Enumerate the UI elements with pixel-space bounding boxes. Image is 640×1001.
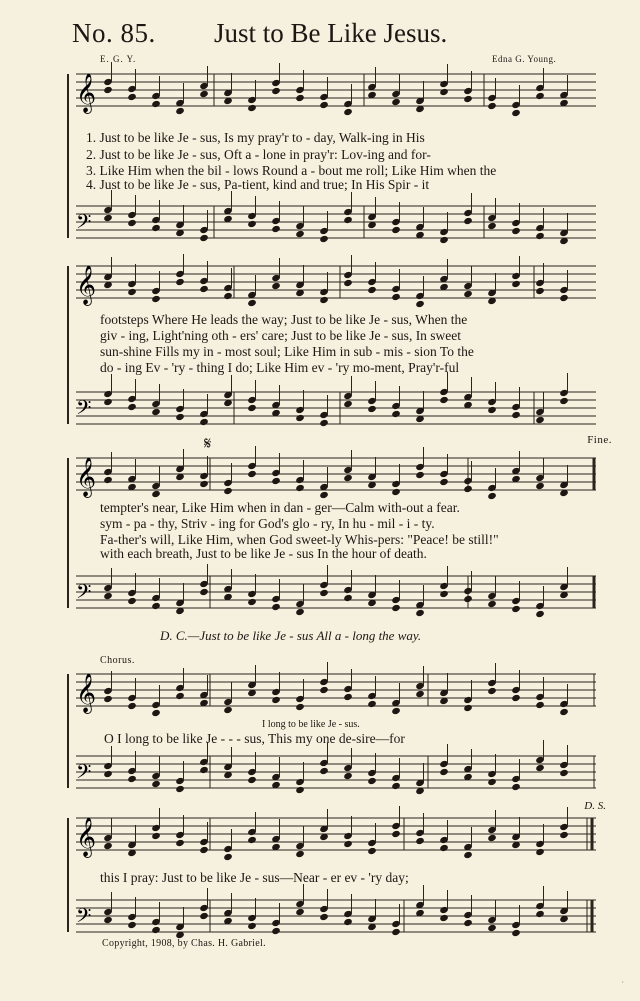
treble-clef-icon: 𝄞 — [76, 817, 97, 857]
note-head — [415, 609, 425, 617]
bass-clef-icon: 𝄢 — [76, 396, 92, 424]
note-head — [151, 224, 161, 232]
note-head — [199, 588, 209, 596]
note-head — [463, 919, 473, 927]
note-head — [271, 225, 281, 233]
note-head — [199, 766, 209, 774]
verse-line-1: tempter's near, Like Him when in dan - ger—Calm with-out a fear. — [100, 500, 460, 515]
note-head — [367, 700, 377, 708]
note-head — [319, 101, 329, 109]
note-head — [463, 485, 473, 493]
note-head — [295, 230, 305, 238]
note-head — [463, 95, 473, 103]
note-head — [367, 405, 377, 413]
note-head — [319, 296, 329, 304]
note-head — [199, 480, 209, 488]
note-head — [127, 921, 137, 929]
note-head — [511, 280, 521, 288]
note-head — [463, 851, 473, 859]
note-head — [343, 772, 353, 780]
note-head — [103, 592, 113, 600]
chorus-line-1: O I long to be like Je - - - sus, This my one de-sire—for — [104, 731, 405, 746]
note-head — [223, 706, 233, 714]
verse-line-3: 3. Like Him when the bil - lows Round a - bout me roll; Like Him when the — [86, 163, 497, 178]
note-head — [559, 831, 569, 839]
note-head — [511, 411, 521, 419]
note-head — [199, 90, 209, 98]
hymn-number: No. 85. — [72, 18, 156, 48]
note-head — [103, 476, 113, 484]
note-head — [415, 471, 425, 479]
note-head — [319, 686, 329, 694]
note-head — [439, 590, 449, 598]
chorus-sub-lyric: I long to be like Je - sus. — [262, 719, 360, 730]
note-head — [559, 397, 569, 405]
note-head — [415, 300, 425, 308]
note-head — [487, 687, 497, 695]
note-head — [535, 848, 545, 856]
note-head — [247, 404, 257, 412]
note-head — [271, 477, 281, 485]
note-head — [127, 288, 137, 296]
chorus-label: Chorus. — [100, 655, 135, 666]
note-head — [295, 94, 305, 102]
note-head — [151, 926, 161, 934]
note-head — [343, 840, 353, 848]
note-head — [151, 709, 161, 717]
note-head — [391, 830, 401, 838]
note-head — [247, 220, 257, 228]
segno-icon: 𝄋 — [204, 434, 212, 453]
note-head — [319, 491, 329, 499]
note-head — [343, 108, 353, 116]
note-head — [295, 850, 305, 858]
treble-staff — [76, 74, 596, 106]
note-head — [175, 413, 185, 421]
note-head — [271, 696, 281, 704]
note-head — [439, 478, 449, 486]
note-head — [295, 703, 305, 711]
note-head — [175, 839, 185, 847]
note-head — [247, 598, 257, 606]
note-head — [319, 419, 329, 427]
note-head — [295, 908, 305, 916]
note-head — [343, 474, 353, 482]
note-head — [295, 414, 305, 422]
note-head — [343, 918, 353, 926]
note-head — [439, 236, 449, 244]
note-head — [343, 216, 353, 224]
note-head — [319, 913, 329, 921]
verse-line-2: sym - pa - thy, Striv - ing for God's glo - ry, In hu - mil - i - ty. — [100, 516, 435, 531]
note-head — [391, 488, 401, 496]
note-head — [463, 290, 473, 298]
note-head — [439, 768, 449, 776]
chorus-line-2: this I pray: Just to be like Je - sus—Near - er ev - 'ry day; — [100, 870, 409, 885]
note-head — [559, 708, 569, 716]
note-head — [463, 595, 473, 603]
note-head — [127, 702, 137, 710]
note-head — [103, 695, 113, 703]
note-head — [511, 783, 521, 791]
note-head — [247, 776, 257, 784]
note-head — [151, 780, 161, 788]
note-head — [127, 775, 137, 783]
treble-clef-icon: 𝄞 — [76, 73, 97, 113]
note-head — [391, 293, 401, 301]
note-head — [199, 285, 209, 293]
note-head — [367, 777, 377, 785]
note-head — [343, 693, 353, 701]
note-head — [295, 608, 305, 616]
note-head — [151, 295, 161, 303]
verse-line-4: 4. Just to be like Je - sus, Pa-tient, kind and true; In His Spir - it — [86, 177, 430, 192]
note-head — [175, 692, 185, 700]
note-head — [175, 785, 185, 793]
note-head — [535, 416, 545, 424]
note-head — [487, 778, 497, 786]
note-head — [559, 294, 569, 302]
note-head — [415, 690, 425, 698]
page-mark: · — [621, 978, 624, 987]
fine-label: Fine. — [587, 434, 612, 446]
note-head — [103, 842, 113, 850]
verse-line-3: sun-shine Fills my in - most soul; Like Him in sub - mis - sion To the — [100, 344, 474, 359]
note-head — [391, 928, 401, 936]
note-head — [535, 482, 545, 490]
note-head — [535, 92, 545, 100]
verse-line-4: with each breath, Just to be like Je - sus In the hour of death. — [100, 546, 427, 561]
note-head — [223, 292, 233, 300]
note-head — [199, 418, 209, 426]
note-head — [199, 846, 209, 854]
note-head — [127, 93, 137, 101]
note-head — [487, 102, 497, 110]
note-head — [487, 834, 497, 842]
note-head — [463, 217, 473, 225]
bass-clef-icon: 𝄢 — [76, 904, 92, 932]
note-head — [535, 287, 545, 295]
note-head — [103, 770, 113, 778]
author-initials: E. G. Y. — [100, 54, 137, 64]
verse-line-4: do - ing Ev - 'ry - thing I do; Like Him ev - 'ry mo-ment, Pray'r-ful — [100, 360, 460, 375]
dc-instruction: D. C.—Just to be like Je - sus All a - long the way. — [160, 628, 422, 643]
note-head — [295, 786, 305, 794]
note-head — [223, 487, 233, 495]
note-head — [535, 764, 545, 772]
note-head — [127, 403, 137, 411]
verse-line-1: footsteps Where He leads the way; Just to be like Je - sus, When the — [100, 312, 468, 327]
note-head — [175, 107, 185, 115]
note-head — [439, 914, 449, 922]
note-head — [247, 922, 257, 930]
note-head — [151, 408, 161, 416]
note-head — [511, 929, 521, 937]
author-name: Edna G. Young. — [492, 54, 557, 64]
note-head — [343, 400, 353, 408]
note-head — [151, 602, 161, 610]
treble-clef-icon: 𝄞 — [76, 457, 97, 497]
note-head — [319, 235, 329, 243]
note-head — [127, 219, 137, 227]
note-head — [391, 782, 401, 790]
note-head — [247, 104, 257, 112]
note-head — [535, 910, 545, 918]
note-head — [463, 704, 473, 712]
note-head — [175, 278, 185, 286]
verse-line-3: Fa-ther's will, Like Him, when God sweet-ly Whis-pers: "Peace! be still!" — [100, 532, 499, 547]
verse-line-2: giv - ing, Light'ning oth - ers' care; Just to be like Je - sus, In sweet — [100, 328, 462, 343]
note-head — [271, 927, 281, 935]
copyright-notice: Copyright, 1908, by Chas. H. Gabriel. — [102, 938, 266, 949]
note-head — [199, 234, 209, 242]
note-head — [367, 286, 377, 294]
note-head — [151, 100, 161, 108]
note-head — [223, 853, 233, 861]
note-head — [271, 87, 281, 95]
hymn-title: Just to Be Like Jesus. — [214, 18, 448, 48]
note-head — [439, 88, 449, 96]
note-head — [247, 299, 257, 307]
note-head — [391, 226, 401, 234]
note-head — [199, 912, 209, 920]
ds-label: D. S. — [584, 800, 606, 812]
note-head — [271, 603, 281, 611]
note-head — [439, 844, 449, 852]
note-head — [511, 109, 521, 117]
verse-line-2: 2. Just to be like Je - sus, Oft a - lone in pray'r: Lov-ing and for- — [86, 147, 431, 162]
note-head — [151, 832, 161, 840]
note-head — [247, 836, 257, 844]
note-head — [487, 924, 497, 932]
verse-line-1: 1. Just to be like Je - sus, Is my pray'r to - day, Walk-ing in His — [86, 130, 425, 145]
note-head — [415, 837, 425, 845]
note-head — [319, 589, 329, 597]
note-head — [319, 767, 329, 775]
note-head — [367, 847, 377, 855]
bass-clef-icon: 𝄢 — [76, 210, 92, 238]
note-head — [511, 605, 521, 613]
note-head — [535, 701, 545, 709]
note-head — [487, 600, 497, 608]
note-head — [127, 597, 137, 605]
note-head — [103, 916, 113, 924]
note-head — [391, 707, 401, 715]
note-head — [487, 222, 497, 230]
bass-clef-icon: 𝄢 — [76, 580, 92, 608]
note-head — [487, 406, 497, 414]
note-head — [103, 214, 113, 222]
note-head — [295, 484, 305, 492]
note-head — [103, 398, 113, 406]
note-head — [559, 769, 569, 777]
bass-clef-icon: 𝄢 — [76, 760, 92, 788]
note-head — [151, 490, 161, 498]
treble-clef-icon: 𝄞 — [76, 673, 97, 713]
note-head — [511, 227, 521, 235]
note-head — [271, 282, 281, 290]
note-head — [391, 98, 401, 106]
note-head — [511, 694, 521, 702]
note-head — [487, 492, 497, 500]
note-head — [103, 86, 113, 94]
note-head — [343, 594, 353, 602]
treble-clef-icon: 𝄞 — [76, 265, 97, 305]
note-head — [535, 232, 545, 240]
note-head — [535, 610, 545, 618]
note-head — [391, 604, 401, 612]
note-head — [247, 470, 257, 478]
note-head — [391, 410, 401, 418]
note-head — [343, 279, 353, 287]
note-head — [439, 396, 449, 404]
